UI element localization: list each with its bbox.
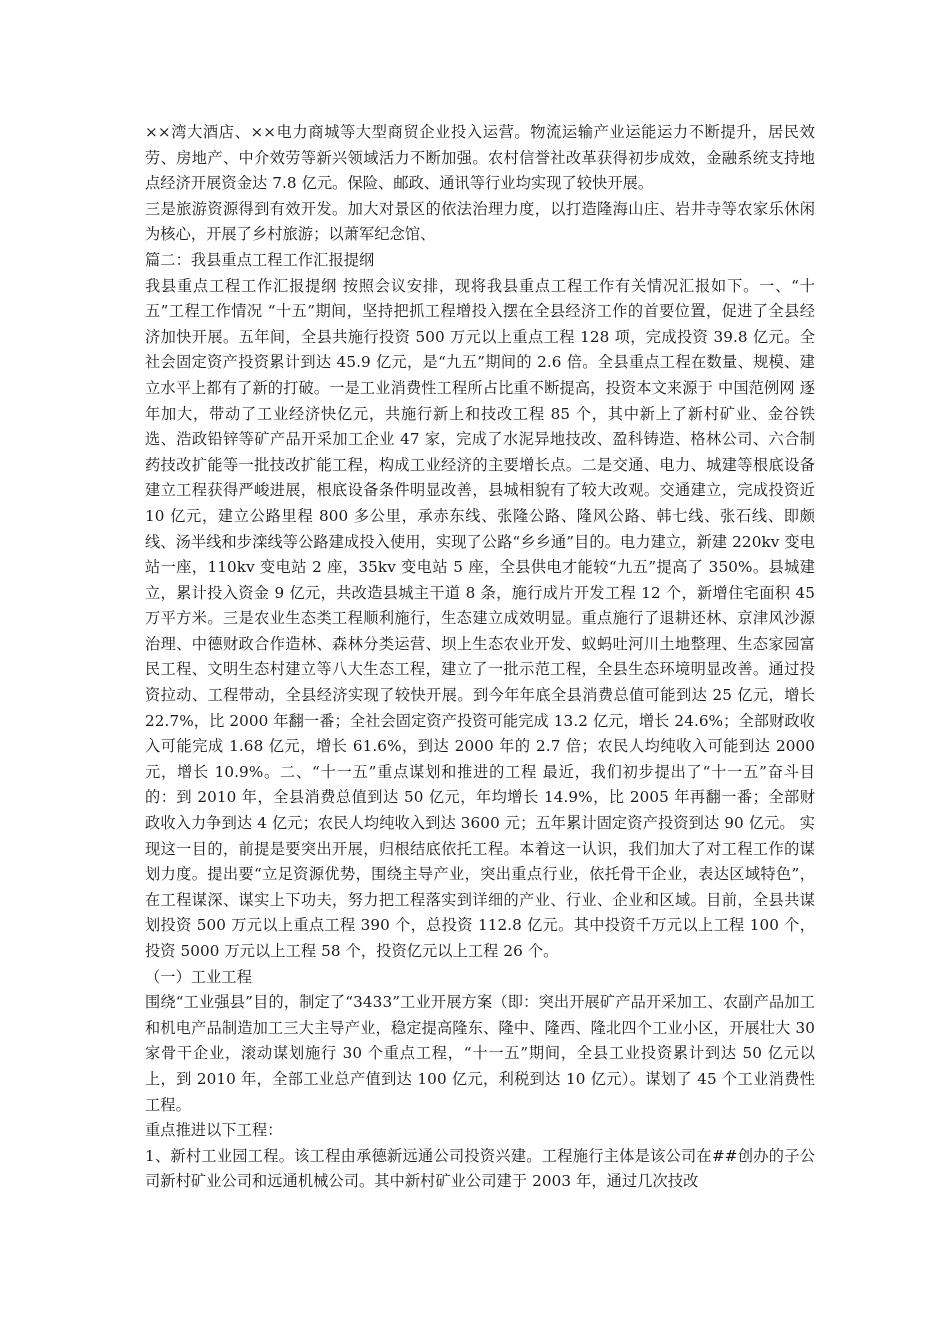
section-heading: 篇二：我县重点工程工作汇报提纲 xyxy=(145,250,375,269)
paragraph-tourism: 三是旅游资源得到有效开发。加大对景区的依法治理力度，以打造隆海山庄、岩井寺等农家乐休闲为核心，开展了乡村旅游；以萧军纪念馆、 xyxy=(145,199,815,244)
subsection-heading: （一）工业工程 xyxy=(145,967,253,986)
paragraph-report-body: 我县重点工程工作汇报提纲 按照会议安排，现将我县重点工程工作有关情况汇报如下。一、“十五”工程工作情况 “十五”期间，坚持把抓工程增投入摆在全县经济工作的首要位置，促进了全县经济加快开展。五年间，全县共施行投资 500 万元以上重点工程 128 项，完成投资 39.8 亿元。全社会固定资产投资累计到达 45.9 亿元，是“九五”期间的 2.6 倍。全县重点工程在数量、规模、建立水平上都有了新的打破。一是工业消费性工程所占比重不断提高，投资本文来源于 中国范例网 逐年加大，带动了工业经济快亿元，共施行新上和技改工程 85 个，其中新上了新村矿业、金谷铁选、浩政铅锌等矿产品开采加工企业 47 家，完成了水泥异地技改、盈科铸造、格林公司、六合制药技改扩能等一批技改扩能工程，构成工业经济的主要增长点。二是交通、电力、城建等根底设备建立工程获得严峻进展，根底设备条件明显改善，县城相貌有了较大改观。交通建立，完成投资近 10 亿元，建立公路里程 800 多公里，承赤东线、张隆公路、隆风公路、韩七线、张石线、即颇线、汤半线和步滦线等公路建成投入使用，实现了公路“乡乡通”目的。电力建立，新建 220kv 变电站一座，110kv 变电站 2 座，35kv 变电站 5 座，全县供电才能较“九五”提高了 350%。县城建立，累计投入资金 9 亿元，共改造县城主干道 8 条，施行成片开发工程 12 个，新增住宅面积 45 万平方米。三是农业生态类工程顺利施行，生态建立成效明显。重点施行了退耕还林、京津风沙源治理、中德财政合作造林、森林分类运营、坝上生态农业开发、蚁蚂吐河川土地整理、生态家园富民工程、文明生态村建立等八大生态工程，建立了一批示范工程，全县生态环境明显改善。通过投资拉动、工程带动，全县经济实现了较快开展。到今年年底全县消费总值可能到达 25 亿元，增长 22.7%，比 2000 年翻一番；全社会固定资产投资可能完成 13.2 亿元，增长 24.6%；全部财政收入可能完成 1.68 亿元，增长 61.6%，到达 2000 年的 2.7 倍；农民人均纯收入可能到达 2000 元，增长 10.9%。二、“十一五”重点谋划和推进的工程 最近，我们初步提出了“十一五”奋斗目的：到 2010 年，全县消费总值到达 50 亿元，年均增长 14.9%，比 2005 年再翻一番；全部财政收入力争到达 4 亿元；农民人均纯收入到达 3600 元；五年累计固定资产投资到达 90 亿元。 实现这一目的，前提是要突出开展，归根结底依托工程。本着这一认识，我们加大了对工程工作的谋划力度。提出要“立足资源优势，围绕主导产业，突出重点行业，依托骨干企业，表达区域特色”，在工程谋深、谋实上下功夫，努力把工程落实到详细的产业、行业、企业和区域。目前，全县共谋划投资 500 万元以上重点工程 390 个，总投资 112.8 亿元。其中投资千万元以上工程 100 个，投资 5000 万元以上工程 58 个，投资亿元以上工程 26 个。 xyxy=(145,276,815,960)
document-page xyxy=(145,120,815,1195)
paragraph-industry-plan: 围绕“工业强县”目的，制定了“3433”工业开展方案（即：突出开展矿产品开采加工、农副产品加工和机电产品制造加工三大主导产业，稳定提高隆东、隆中、隆西、隆北四个工业小区，开展壮大 30 家骨干企业，滚动谋划施行 30 个重点工程，“十一五”期间，全县工业投资累计到达 50 亿元以上，到 2010 年，全部工业总产值到达 100 亿元，利税到达 10 亿元）。谋划了 45 个工业消费性工程。 xyxy=(145,993,815,1114)
paragraph-project-1: 1、新村工业园工程。该工程由承德新远通公司投资兴建。工程施行主体是该公司在##创办的子公司新村矿业公司和远通机械公司。其中新村矿业公司建于 2003 年，通过几次技改 xyxy=(145,1146,815,1191)
paragraph-key-projects: 重点推进以下工程： xyxy=(145,1121,283,1140)
paragraph-commerce: ××湾大酒店、××电力商城等大型商贸企业投入运营。物流运输产业运能运力不断提升，居民效劳、房地产、中介效劳等新兴领域活力不断加强。农村信誉社改革获得初步成效，金融系统支持地点经济开展资金达 7.8 亿元。保险、邮政、通讯等行业均实现了较快开展。 xyxy=(145,123,815,193)
